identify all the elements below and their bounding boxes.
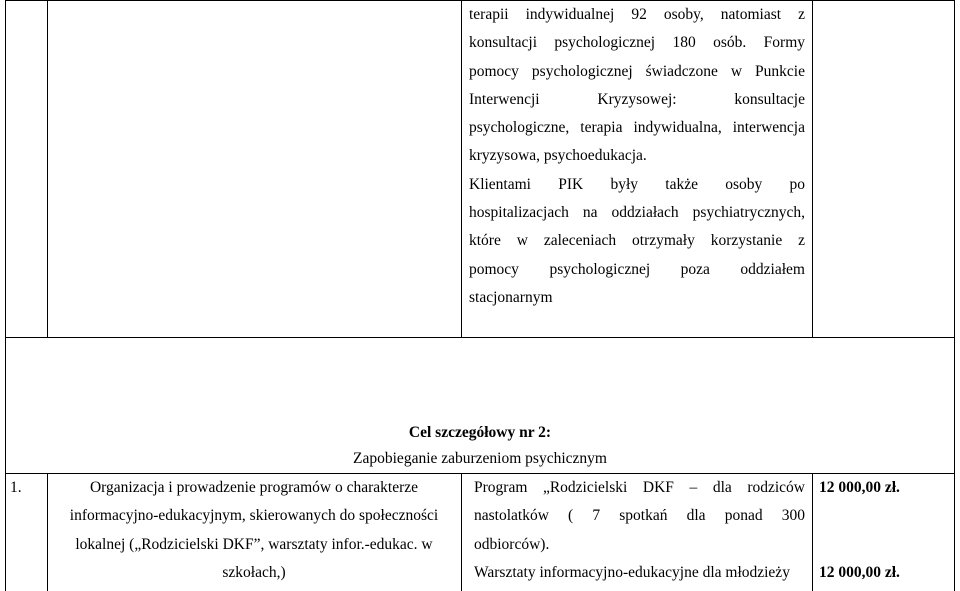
desc-line: pomocy psychologicznej świadczone w Punkcie (469, 62, 805, 80)
goal-subtitle: Zapobieganie zaburzeniom psychicznym (353, 450, 607, 467)
task-line: informacyjno-edukacyjnym, skierowanych do społeczności (69, 507, 439, 525)
task-line: lokalnej („Rodzicielski DKF”, warsztaty infor.-edukac. w (75, 535, 433, 553)
goal-title: Cel szczegółowy nr 2: (408, 424, 552, 441)
top-description-cell (469, 1, 805, 312)
row-desc-line: nastolatków ( 7 spotkań dla ponad 300 (474, 507, 805, 525)
row-number: 1. (10, 479, 22, 496)
task-line: szkołach,) (222, 563, 286, 581)
desc-line: Interwencji Kryzysowej: konsultacje (469, 90, 805, 108)
row-desc-line: Warsztaty informacyjno-edukacyjne dla młodzieży (474, 563, 790, 581)
row-divider-1 (5, 337, 955, 338)
table-col-divider-2-lower (461, 473, 462, 591)
table-col-divider-1 (47, 0, 48, 337)
desc-line: psychologiczne, terapia indywidualna, interwencja (469, 119, 805, 137)
amount: 12 000,00 zł. (819, 479, 900, 496)
row-description-cell (474, 474, 805, 587)
table-col-divider-3-lower (812, 473, 813, 591)
table-left-border (5, 0, 6, 591)
row-desc-line: Program „Rodzicielski DKF – dla rodziców (474, 479, 805, 496)
desc-line: pomocy psychologicznej poza oddziałem (469, 260, 805, 278)
row-desc-line: odbiorców). (474, 535, 550, 553)
desc-line: kryzysowa, psychoedukacja. (469, 147, 647, 165)
table-col-divider-2 (461, 0, 462, 337)
desc-line: konsultacji psychologicznej 180 osób. Formy (469, 34, 805, 52)
table-col-divider-3 (812, 0, 813, 337)
task-cell (48, 474, 460, 587)
desc-line: stacjonarnym (469, 288, 553, 306)
desc-line: hospitalizacjach na oddziałach psychiatrycznych, (469, 204, 805, 222)
desc-line: które w zaleceniach otrzymały korzystanie z (469, 232, 805, 250)
desc-line: terapii indywidualnej 92 osoby, natomiast z (469, 6, 805, 23)
task-line: Organizacja i prowadzenie programów o charakterze (89, 479, 419, 496)
table-right-border (954, 0, 955, 591)
amount: 12 000,00 zł. (819, 564, 900, 581)
desc-line: Klientami PIK były także osoby po (469, 175, 805, 193)
